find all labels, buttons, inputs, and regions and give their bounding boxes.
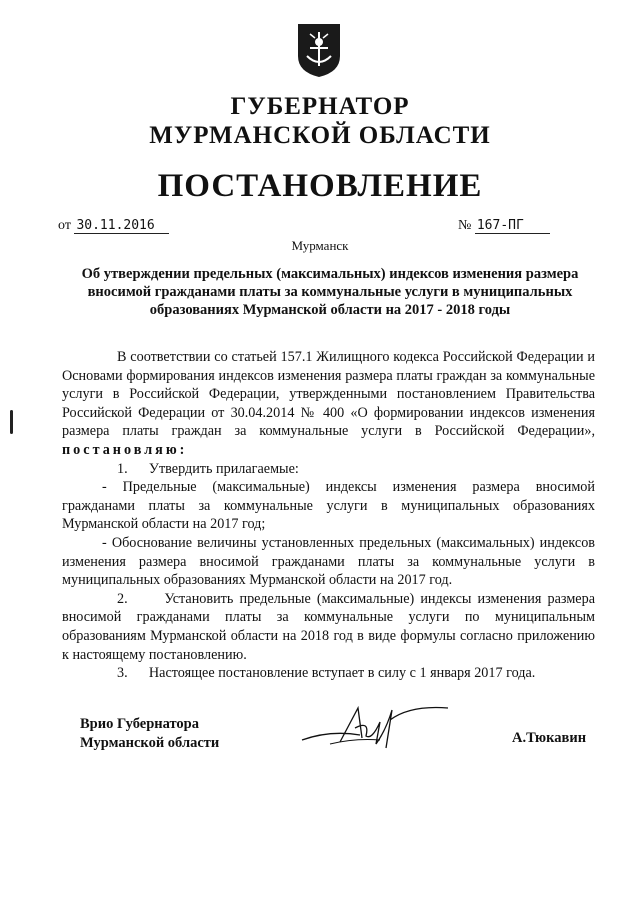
item-1	[62, 460, 595, 479]
item-3	[62, 664, 595, 683]
document-number	[458, 218, 550, 234]
document-date	[58, 218, 169, 234]
date-prefix: от	[58, 218, 71, 233]
document-type: ПОСТАНОВЛЕНИЕ	[157, 168, 483, 204]
item-2-number: 2.	[117, 590, 128, 607]
item-3-number: 3.	[117, 665, 128, 682]
item-1-text: Утвердить прилагаемые:	[148, 460, 299, 477]
number-prefix: №	[458, 218, 472, 233]
date-value: 30.11.2016	[74, 219, 168, 234]
governor-title: ГУБЕРНАТОР	[230, 93, 410, 120]
signatory-position	[80, 715, 219, 753]
number-value: 167-ПГ	[475, 219, 550, 234]
coat-of-arms-icon	[296, 22, 342, 78]
item-1-sub-2: - Обоснование величины установленных предельных (максимальных) индексов изменения размера вносимой гражданами платы за коммунальные услуги в муниципальных образованиях Мурманской области на 2017 год.	[62, 534, 595, 589]
item-1-sub-1: - Предельные (максимальные) индексы изменения размера вносимой гражданами платы за коммунальные услуги в муниципальных образованиях Мурманской области на 2017 год;	[62, 479, 595, 533]
position-line-2: Мурманской области	[80, 735, 220, 751]
item-1-number: 1.	[117, 460, 128, 477]
signatory-name: А.Тюкавин	[512, 730, 587, 746]
margin-mark	[10, 410, 13, 434]
region-title: МУРМАНСКОЙ ОБЛАСТИ	[149, 122, 491, 149]
city: Мурманск	[291, 238, 349, 253]
handwritten-signature	[300, 700, 450, 755]
preamble-paragraph	[62, 348, 595, 460]
item-2	[62, 590, 595, 664]
document-body	[62, 348, 595, 683]
resolve-word: постановляю:	[62, 441, 188, 458]
document-heading: Об утверждении предельных (максимальных) индексов изменения размера вносимой гражданами платы за коммунальные услуги в муниципальных образованиях Мурманской области на 2017 - 2018 годы	[81, 266, 579, 318]
preamble-text: В соответствии со статьей 157.1 Жилищного кодекса Российской Федерации и Основами формирования индексов изменения размера платы граждан за коммунальные услуги в Российской Федерации, утвержденными постановлением Правительства Российской Федерации от 30.04.2014 № 400 «О формировании индексов изменения размера платы граждан за коммунальные услуги в Российской Федерации»,	[62, 349, 595, 440]
position-line-1: Врио Губернатора	[80, 716, 199, 732]
item-2-text: Установить предельные (максимальные) индексы изменения размера вносимой гражданами платы за коммунальные услуги по муниципальным образованиям Мурманской области на 2018 год в виде формулы согласно приложению к настоящему постановлению.	[62, 590, 595, 663]
item-3-text: Настоящее постановление вступает в силу с 1 января 2017 года.	[148, 665, 536, 682]
